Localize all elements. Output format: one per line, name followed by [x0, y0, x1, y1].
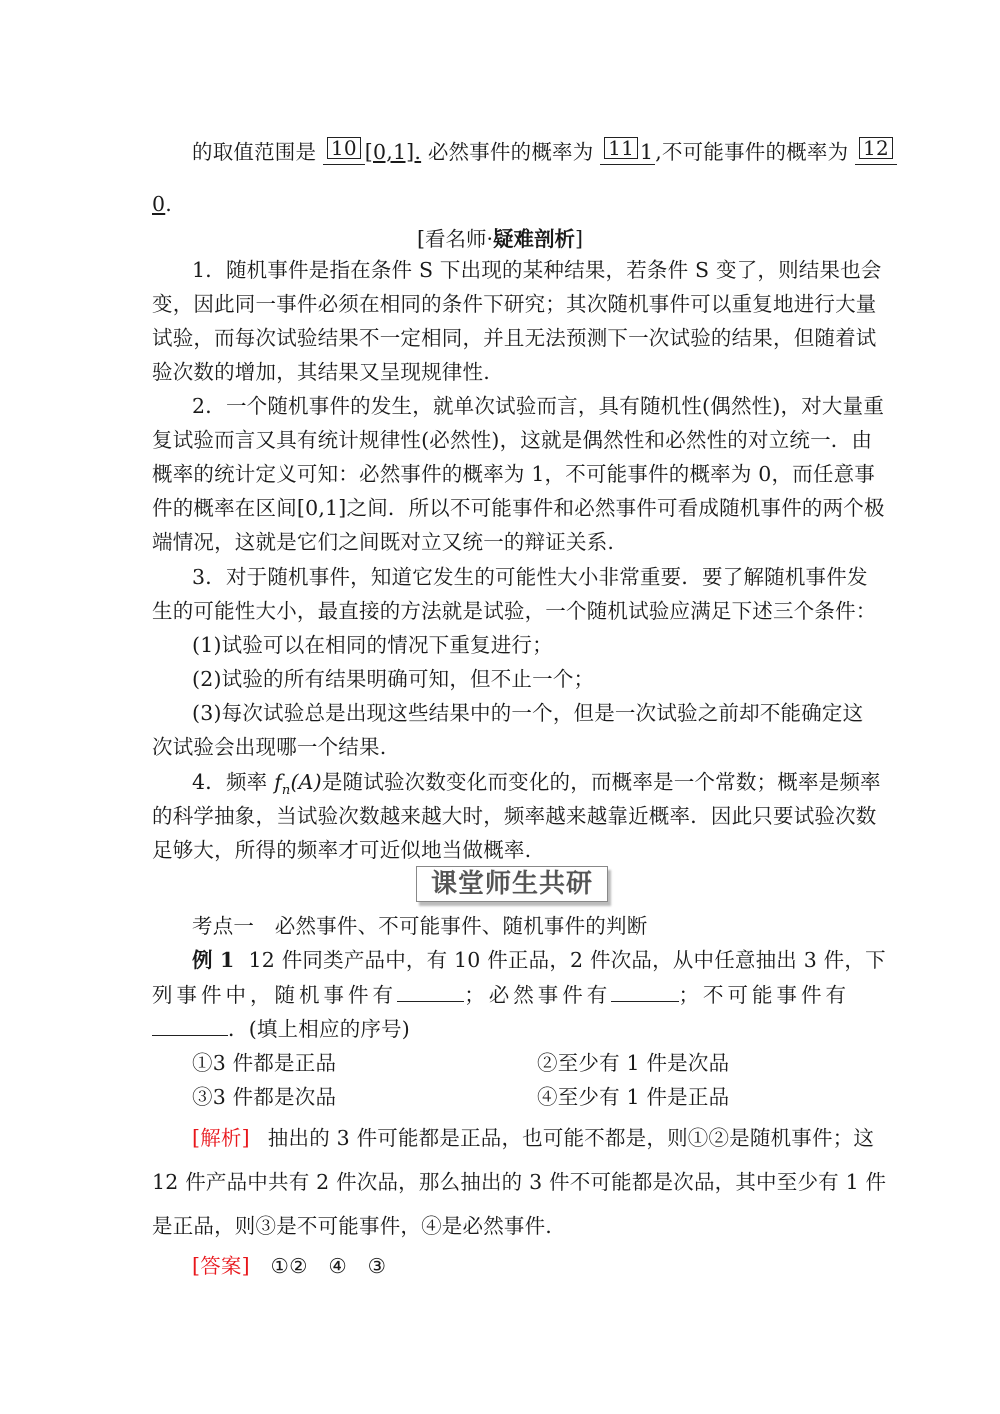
freq-subscript: n [281, 783, 291, 799]
intro-line [192, 136, 890, 165]
analysis-line-1 [192, 1126, 875, 1150]
answer-range: [0,1]. [364, 140, 422, 164]
analysis-line-3: 是正品，则③是不可能事件，④是必然事件. [152, 1214, 553, 1238]
heading-bold: 疑难剖析 [493, 227, 575, 251]
p4-prefix: 4．频率 [192, 770, 275, 794]
point-1-line-4: 验次数的增加，其结果又呈现规律性. [152, 360, 490, 384]
point-3-line-1: 3．对于随机事件，知道它发生的可能性大小非常重要．要了解随机事件发 [192, 565, 868, 589]
point-3-condition-1: (1)试验可以在相同的情况下重复进行； [192, 633, 553, 657]
example-hint: ．(填上相应的序号) [228, 1017, 410, 1041]
point-1-line-3: 试验，而每次试验结果不一定相同，并且无法预测下一次试验的结果，但随着试 [152, 326, 877, 350]
section-heading [0, 222, 1000, 252]
topic-heading: 考点一 必然事件、不可能事件、随机事件的判断 [192, 914, 648, 938]
point-1-line-1: 1．随机事件是指在条件 S 下出现的某种结果，若条件 S 变了，则结果也会 [192, 258, 882, 282]
point-3-condition-2: (2)试验的所有结果明确可知，但不止一个； [192, 667, 595, 691]
example-impossible-label: ；不可能事件有 [678, 983, 850, 1007]
point-3-condition-3b: 次试验会出现哪一个结果. [152, 735, 387, 759]
heading-left: [看名师· [416, 227, 493, 251]
analysis-tag: [解析] [192, 1126, 250, 1150]
option-3: ③3 件都是次品 [192, 1085, 337, 1109]
fill-blank-10 [323, 136, 365, 165]
point-2-line-2: 复试验而言又具有统计规律性(必然性)，这就是偶然性和必然性的对立统一．由 [152, 428, 873, 452]
answer-tag: [答案] [192, 1254, 250, 1278]
example-text: 12 件同类产品中，有 10 件正品，2 件次品，从中任意抽出 3 件，下 [248, 948, 886, 972]
point-1-line-2: 变，因此同一事件必须在相同的条件下研究；其次随机事件可以重复地进行大量 [152, 292, 877, 316]
point-4-line-1 [192, 770, 881, 803]
example-line-3 [152, 1017, 850, 1041]
point-3-line-2: 生的可能性大小，最直接的方法就是试验，一个随机试验应满足下述三个条件： [152, 599, 877, 623]
freq-symbol: f [274, 770, 282, 794]
answer-value: ①② ④ ③ [270, 1254, 387, 1278]
intro-mid: 必然事件的概率为 [427, 140, 594, 164]
example-line-1 [192, 948, 886, 972]
answer-one: 1 [640, 140, 654, 164]
intro-prefix: 的取值范围是 [192, 140, 317, 164]
option-2: ②至少有 1 件是次品 [537, 1051, 730, 1075]
point-2-line-4: 件的概率在区间[0,1]之间．所以不可能事件和必然事件可看成随机事件的两个极 [152, 496, 885, 520]
heading-right: ] [575, 227, 583, 251]
intro-mid2: ,不可能事件的概率为 [655, 140, 849, 164]
point-2-line-1: 2．一个随机事件的发生，就单次试验而言，具有随机性(偶然性)，对大量重 [192, 394, 885, 418]
point-4-line-3: 足够大，所得的频率才可近似地当做概率. [152, 838, 532, 862]
answer-number-box: 10 [327, 137, 361, 159]
example-certain-label: ；必然事件有 [464, 983, 612, 1007]
answer-zero: 0 [152, 192, 166, 216]
blank-impossible-events [152, 1017, 228, 1036]
analysis-text: 抽出的 3 件可能都是正品，也可能不都是，则①②是随机事件；这 [267, 1126, 875, 1150]
blank-certain-events [611, 983, 678, 1002]
intro-line-2 [152, 192, 850, 216]
freq-arg: (A) [290, 770, 322, 794]
point-4-line-2: 的科学抽象，当试验次数越来越大时，频率越来越靠近概率．因此只要试验次数 [152, 804, 877, 828]
blank-random-events [397, 983, 464, 1002]
answer-number-box: 12 [859, 137, 893, 159]
period: . [165, 192, 172, 216]
section-banner: 课堂师生共研 [416, 866, 608, 902]
fill-blank-12 [855, 136, 897, 165]
answer-line [192, 1254, 850, 1278]
example-random-label: 列事件中，随机事件有 [152, 983, 397, 1007]
example-label: 例 1 [192, 948, 235, 972]
option-1: ①3 件都是正品 [192, 1051, 337, 1075]
point-2-line-3: 概率的统计定义可知：必然事件的概率为 1，不可能事件的概率为 0，而任意事 [152, 462, 876, 486]
p4-rest: 是随试验次数变化而变化的，而概率是一个常数；概率是频率 [321, 770, 881, 794]
point-3-condition-3a: (3)每次试验总是出现这些结果中的一个，但是一次试验之前却不能确定这 [192, 701, 864, 725]
analysis-line-2: 12 件产品中共有 2 件次品，那么抽出的 3 件不可能都是次品，其中至少有 1 件 [152, 1170, 887, 1194]
example-line-2 [152, 983, 850, 1007]
option-4: ④至少有 1 件是正品 [537, 1085, 730, 1109]
fill-blank-11 [600, 136, 655, 165]
answer-number-box: 11 [604, 137, 638, 159]
point-2-line-5: 端情况，这就是它们之间既对立又统一的辩证关系. [152, 530, 615, 554]
